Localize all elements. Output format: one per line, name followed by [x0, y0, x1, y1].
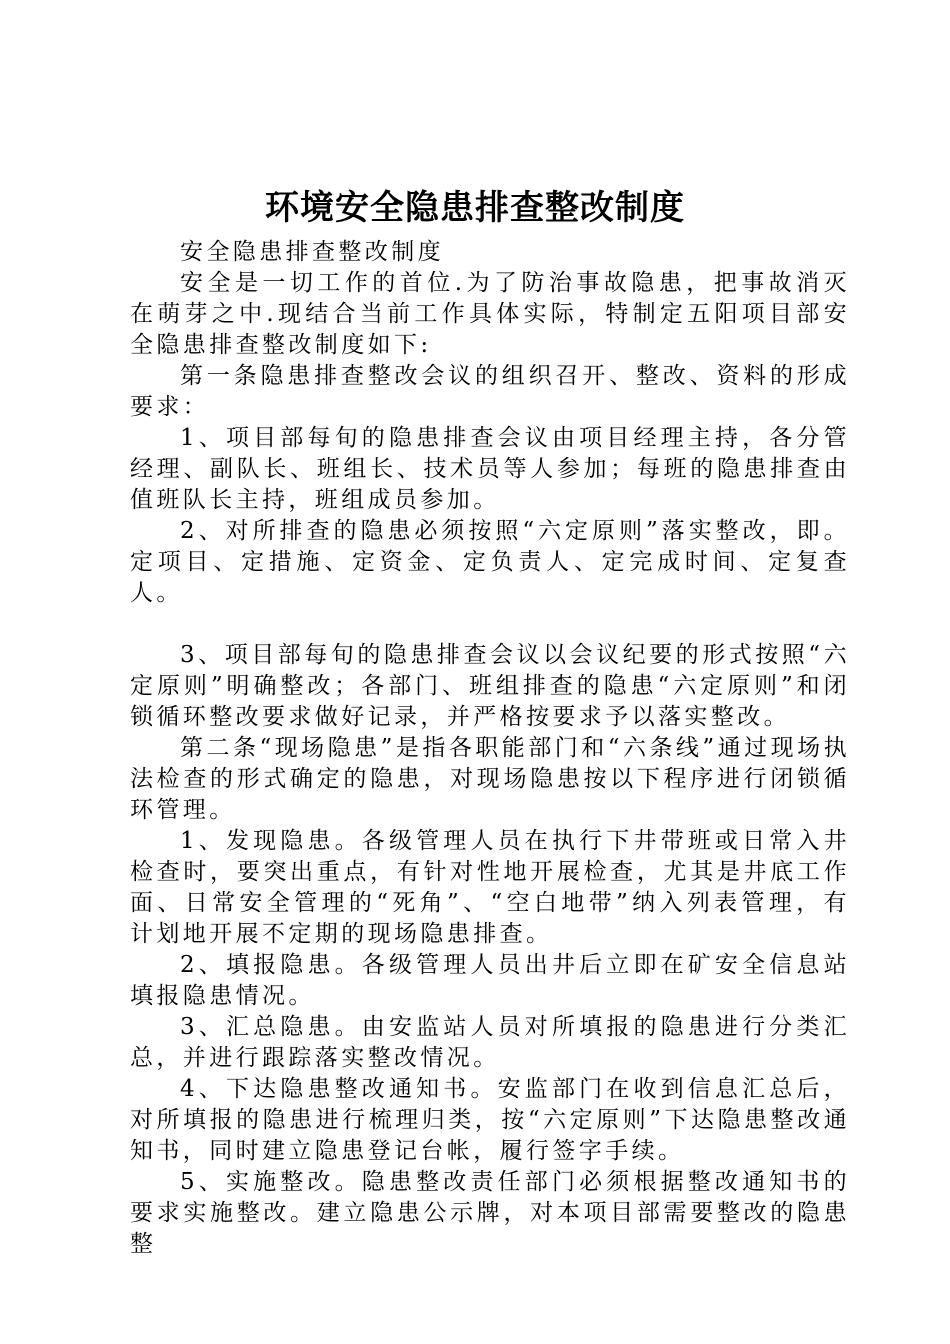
paragraph-intro: 安全是一切工作的首位.为了防治事故隐患，把事故消灭在萌芽之中.现结合当前工作具体实际，特制定五阳项目部安全隐患排查整改制度如下: — [130, 270, 850, 358]
paragraph-subtitle: 安全隐患排查整改制度 — [180, 239, 444, 265]
document-title: 环境安全隐患排查整改制度 — [265, 188, 685, 228]
paragraph-item-2-2: 2、填报隐患。各级管理人员出井后立即在矿安全信息站填报隐患情况。 — [130, 952, 850, 1009]
paragraph-item-2-3: 3、汇总隐患。由安监站人员对所填报的隐患进行分类汇总，并进行跟踪落实整改情况。 — [130, 1014, 850, 1071]
paragraph-article-1: 第一条隐患排查整改会议的组织召开、整改、资料的形成要求： — [130, 363, 850, 420]
document-body — [130, 237, 850, 1260]
paragraph-item-2-1: 1、发现隐患。各级管理人员在执行下井带班或日常入井检查时，要突出重点，有针对性地开展检查，尤其是井底工作面、日常安全管理的“死角”、“空白地带”纳入列表管理，有计划地开展不定期的现场隐患排查。 — [130, 828, 850, 947]
paragraph-item-1-3: 3、项目部每旬的隐患排查会议以会议纪要的形式按照“六定原则”明确整改；各部门、班组排查的隐患“六定原则”和闭锁循环整改要求做好记录，并严格按要求予以落实整改。 — [130, 642, 850, 730]
paragraph-item-2-4: 4、下达隐患整改通知书。安监部门在收到信息汇总后，对所填报的隐患进行梳理归类，按“六定原则”下达隐患整改通知书，同时建立隐患登记台帐，履行签字手续。 — [130, 1076, 850, 1164]
paragraph-item-1-2: 2、对所排查的隐患必须按照“六定原则”落实整改，即。定项目、定措施、定资金、定负责人、定完成时间、定复查人。 — [130, 518, 850, 606]
paragraph-item-2-5: 5、实施整改。隐患整改责任部门必须根据整改通知书的要求实施整改。建立隐患公示牌，对本项目部需要整改的隐患整 — [130, 1169, 850, 1257]
paragraph-item-1-1: 1、项目部每旬的隐患排查会议由项目经理主持，各分管经理、副队长、班组长、技术员等人参加；每班的隐患排查由值班队长主持，班组成员参加。 — [130, 425, 850, 513]
paragraph-article-2: 第二条“现场隐患”是指各职能部门和“六条线”通过现场执法检查的形式确定的隐患，对现场隐患按以下程序进行闭锁循环管理。 — [130, 735, 850, 823]
